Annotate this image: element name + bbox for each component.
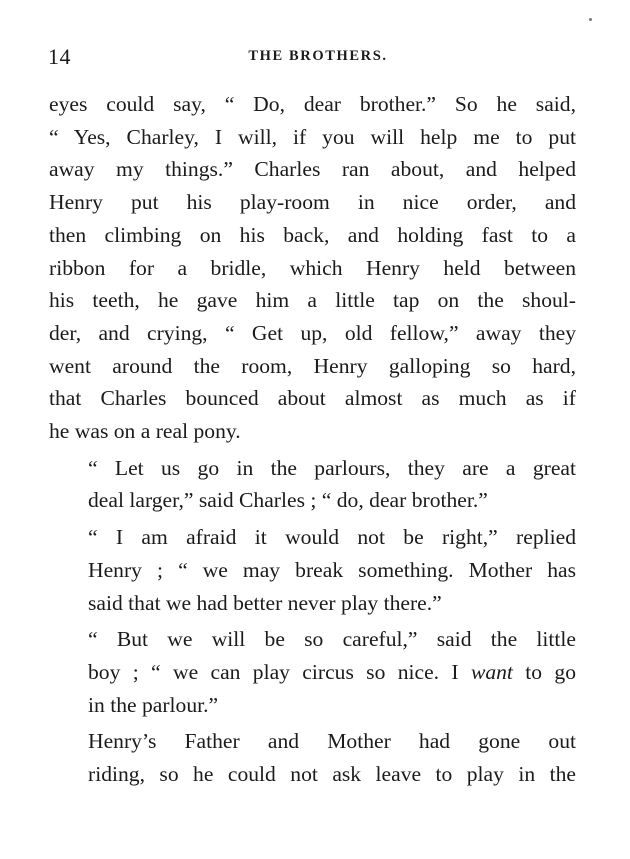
paragraph xyxy=(49,88,576,448)
text-line: in the parlour.” xyxy=(88,692,219,717)
page-number: 14 xyxy=(48,44,71,69)
text-line: “ Yes, Charley, I will, if you will help me to put xyxy=(49,124,576,149)
text-line: his teeth, he gave him a little tap on the shoul- xyxy=(49,288,576,313)
text-line: ribbon for a bridle, which Henry held between xyxy=(49,255,576,280)
text-line: “ I am afraid it would not be right,” replied xyxy=(88,525,576,550)
page-header xyxy=(48,44,578,70)
text-line: der, and crying, “ Get up, old fellow,” away they xyxy=(49,320,576,345)
emphasized-word: want xyxy=(470,659,513,684)
text-line: Henry ; “ we may break something. Mother has xyxy=(88,557,576,582)
paragraph xyxy=(49,521,576,619)
paragraph xyxy=(49,452,576,517)
text-line: that Charles bounced about almost as much as if xyxy=(49,386,576,411)
text-line: went around the room, Henry galloping so hard, xyxy=(49,353,576,378)
paragraph xyxy=(49,623,576,721)
running-title: THE BROTHERS. xyxy=(248,48,388,64)
text-line: “ Let us go in the parlours, they are a great xyxy=(88,455,576,480)
text-line: said that we had better never play there.” xyxy=(88,590,442,615)
text-line: riding, so he could not ask leave to play in the xyxy=(88,762,576,787)
paragraph xyxy=(49,725,576,790)
text-line: Henry put his play-room in nice order, and xyxy=(49,190,576,215)
text-line: he was on a real pony. xyxy=(49,419,241,444)
text-line: boy ; “ we can play circus so nice. I want to go xyxy=(88,659,576,684)
text-line: then climbing on his back, and holding fast to a xyxy=(49,222,576,247)
text-line: Henry’s Father and Mother had gone out xyxy=(88,729,576,754)
text-line: eyes could say, “ Do, dear brother.” So he said, xyxy=(49,92,576,116)
text-line: “ But we will be so careful,” said the little xyxy=(88,627,576,652)
text-line: deal larger,” said Charles ; “ do, dear brother.” xyxy=(88,488,488,513)
body-text xyxy=(49,88,576,795)
text-line: away my things.” Charles ran about, and helped xyxy=(49,157,576,182)
paper-speck xyxy=(589,18,592,21)
